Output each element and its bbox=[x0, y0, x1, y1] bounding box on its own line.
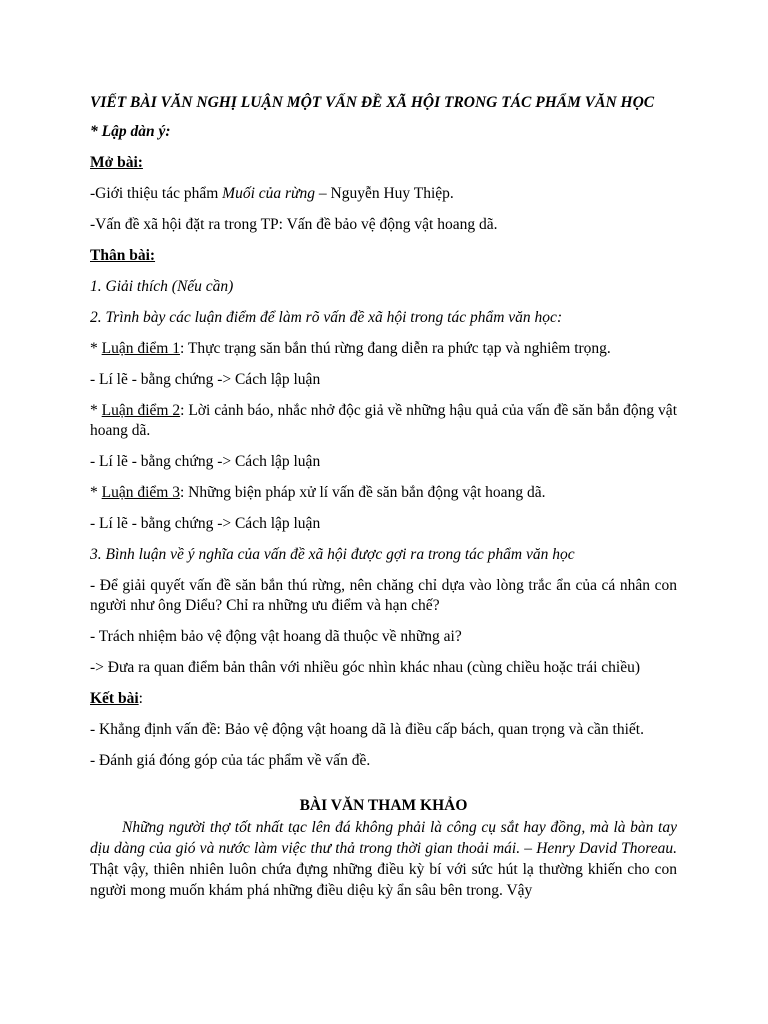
argument-point-2 bbox=[90, 401, 677, 441]
intro-line-1-prefix: -Giới thiệu tác phẩm bbox=[90, 185, 223, 202]
point-3-label: Luận điểm 3 bbox=[101, 484, 180, 501]
intro-line-2: -Vấn đề xã hội đặt ra trong TP: Vấn đề bảo vệ động vật hoang dã. bbox=[90, 216, 498, 233]
point-1-text: : Thực trạng săn bắn thú rừng đang diễn ra phức tạp và nghiêm trọng. bbox=[179, 340, 611, 357]
point-3-star: * bbox=[90, 484, 102, 501]
point-1-label: Luận điểm 1 bbox=[101, 340, 180, 357]
argument-point-1 bbox=[90, 339, 677, 359]
body-item-3: 3. Bình luận về ý nghĩa của vấn đề xã hội được gợi ra trong tác phẩm văn học bbox=[90, 546, 575, 563]
point-2-text: : Lời cảnh báo, nhắc nhở độc giả về những hậu quả của vấn đề săn bắn động vật hoang dã. bbox=[90, 402, 677, 439]
conclusion-line-2: - Đánh giá đóng góp của tác phẩm về vấn đề. bbox=[90, 752, 371, 769]
evidence-3: - Lí lẽ - bằng chứng -> Cách lập luận bbox=[90, 515, 321, 532]
body-item-2: 2. Trình bày các luận điểm để làm rõ vấn đề xã hội trong tác phẩm văn học: bbox=[90, 309, 563, 326]
work-title: Muối của rừng bbox=[222, 185, 316, 202]
document-page bbox=[90, 93, 677, 901]
intro-line-1 bbox=[90, 184, 677, 204]
body-heading-line bbox=[90, 246, 677, 266]
point-2-label: Luận điểm 2 bbox=[101, 402, 181, 419]
sample-essay-title: BÀI VĂN THAM KHẢO bbox=[299, 797, 468, 814]
conclusion-heading-line bbox=[90, 689, 677, 709]
body-heading: Thân bài: bbox=[90, 247, 156, 264]
essay-text: Thật vậy, thiên nhiên luôn chứa đựng những điều kỳ bí với sức hút lạ thường khiến cho con người mong muốn khám phá những điều diệu kỳ ẩn sâu bên trong. Vậy bbox=[90, 861, 677, 899]
point-2-star: * bbox=[90, 402, 102, 419]
essay-quote: Những người thợ tốt nhất tạc lên đá không phải là công cụ sắt hay đồng, mà là bàn tay dịu dàng của gió và nước làm việc thư thả trong thời gian thoải mái. – Henry David Thoreau. bbox=[90, 819, 677, 857]
document-title: VIẾT BÀI VĂN NGHỊ LUẬN MỘT VẤN ĐỀ XÃ HỘI TRONG TÁC PHẨM VĂN HỌC bbox=[90, 94, 655, 111]
comment-3: -> Đưa ra quan điểm bản thân với nhiều góc nhìn khác nhau (cùng chiều hoặc trái chiều) bbox=[90, 659, 640, 676]
intro-heading: Mở bài: bbox=[90, 154, 143, 171]
point-1-star: * bbox=[90, 340, 102, 357]
body-item-1: 1. Giải thích (Nếu cần) bbox=[90, 278, 234, 295]
conclusion-line-1: - Khẳng định vấn đề: Bảo vệ động vật hoang dã là điều cấp bách, quan trọng và cần thiết. bbox=[90, 721, 644, 738]
intro-heading-line bbox=[90, 153, 677, 173]
comment-2: - Trách nhiệm bảo vệ động vật hoang dã thuộc về những ai? bbox=[90, 628, 462, 645]
argument-point-3 bbox=[90, 483, 677, 503]
conclusion-heading: Kết bài bbox=[90, 690, 139, 707]
outline-label: * Lập dàn ý: bbox=[90, 123, 171, 140]
comment-1: - Để giải quyết vấn đề săn bắn thú rừng, nên chăng chỉ dựa vào lòng trắc ẩn của cá nhân con người như ông Diểu? Chỉ ra những ưu điểm và hạn chế? bbox=[90, 577, 677, 614]
point-3-text: : Những biện pháp xử lí vấn đề săn bắn động vật hoang dã. bbox=[179, 484, 546, 501]
intro-line-1-suffix: – Nguyễn Huy Thiệp. bbox=[315, 185, 454, 202]
evidence-2: - Lí lẽ - bằng chứng -> Cách lập luận bbox=[90, 453, 321, 470]
conclusion-colon: : bbox=[138, 690, 143, 707]
sample-essay-paragraph bbox=[90, 817, 677, 901]
evidence-1: - Lí lẽ - bằng chứng -> Cách lập luận bbox=[90, 371, 321, 388]
